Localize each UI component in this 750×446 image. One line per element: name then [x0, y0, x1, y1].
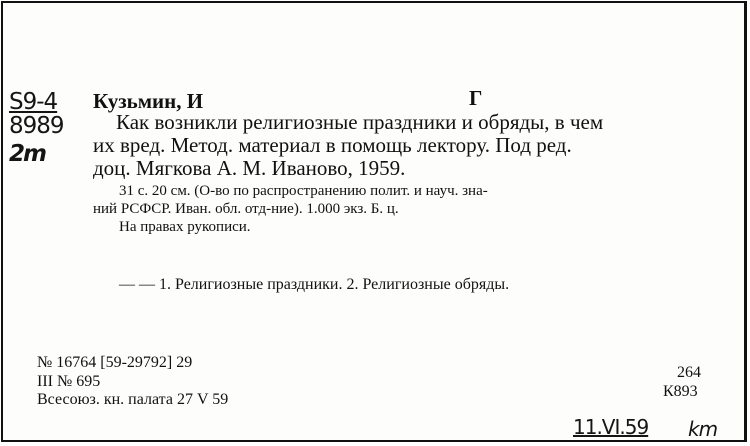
control-number: № 16764 [59-29792] 29 [37, 354, 193, 371]
chamber-imprint: Всесоюз. кн. палата 27 V 59 [37, 391, 229, 408]
rights-note: На правах рукописи. [119, 219, 251, 235]
title-line: доц. Мягкова А. М. Иваново, 1959. [93, 156, 406, 180]
collation-line: ний РСФСР. Иван. обл. отд-ние). 1.000 экз. Б. ц. [93, 201, 399, 217]
handwritten-code: S9-4 [9, 89, 58, 115]
author-letter: Г [469, 86, 483, 110]
title-line: Как возникли религиозные праздники и обряды, в чем [116, 110, 604, 134]
handwritten-date: 11.VI.59 [573, 415, 649, 439]
author-mark: К893 [663, 383, 698, 400]
handwritten-number: 8989 [9, 113, 64, 139]
collation-line: 31 с. 20 см. (О-во по распространению полит. и науч. зна- [119, 183, 488, 199]
catalog-card [1, 1, 747, 442]
title-line: их вред. Метод. материал в помощь лектору. Под ред. [93, 133, 572, 157]
subject-headings: — — 1. Религиозные праздники. 2. Религиозные обряды. [119, 276, 510, 293]
author-heading: Кузьмин, И [93, 89, 204, 113]
handwritten-initials: km [688, 417, 718, 441]
handwritten-mark: 2m [9, 141, 45, 167]
class-number: 264 [677, 364, 701, 381]
control-number: III № 695 [37, 373, 101, 390]
